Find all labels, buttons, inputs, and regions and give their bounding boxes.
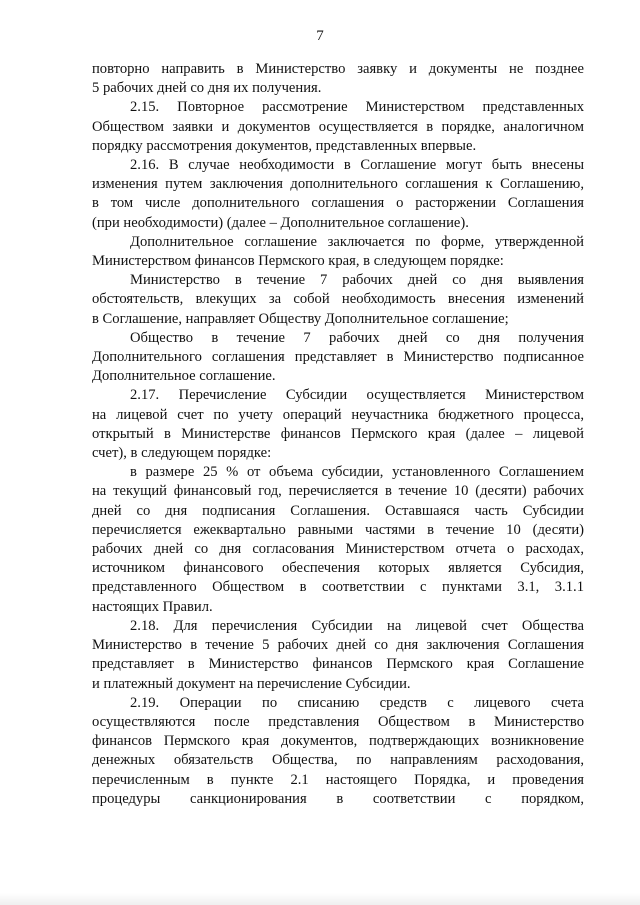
text-line: повторно направить в Министерство заявку и документы не позднее [92,61,584,77]
paragraph [92,60,584,98]
text-line: порядку рассмотрения документов, представленных впервые. [92,137,477,154]
paragraph [92,617,584,694]
text-line: (при необходимости) (далее – Дополнительное соглашение). [92,214,469,231]
text-line: на лицевой счет по учету операций неучастника бюджетного процесса, [92,406,584,423]
text-line: Обществом заявки и документов осуществляется в порядке, аналогичном [92,118,584,135]
text-line: настоящих Правил. [92,598,213,615]
paragraph [92,233,584,271]
text-line: представленного Обществом в соответствии с пунктами 3.1, 3.1.1 [92,579,584,596]
paragraph [92,156,584,233]
text-line: 2.15. Повторное рассмотрение Министерством представленных [130,99,584,116]
text-line: счет), в следующем порядке: [92,445,272,462]
document-body [92,60,584,809]
text-line: 5 рабочих дней со дня их получения. [92,80,322,97]
text-line: открытый в Министерстве финансов Пермского края (далее – лицевой [92,425,584,442]
text-line: 2.17. Перечисление Субсидии осуществляется Министерством [130,387,584,404]
text-line: Министерство в течение 7 рабочих дней со дня выявления [130,272,584,289]
paragraph [92,386,584,463]
text-line: осуществляются после представления Обществом в Министерство [92,713,584,730]
text-line: Дополнительное соглашение заключается по форме, утвержденной [130,233,584,250]
text-line: рабочих дней со дня согласования Министерством отчета о расходах, [92,541,584,558]
text-line: представляет в Министерство финансов Пермского края Соглашение [92,656,584,673]
text-line: 2.16. В случае необходимости в Соглашение могут быть внесены [130,157,584,174]
text-line: финансов Пермского края документов, подтверждающих возникновение [92,733,584,750]
paragraph [92,271,584,329]
text-line: 2.18. Для перечисления Субсидии на лицевой счет Общества [130,617,584,634]
text-line: источником финансового обеспечения которых является Субсидия, [92,560,584,577]
text-line: Дополнительное соглашение. [92,368,276,385]
page-bottom-edge [0,893,640,905]
text-line: в размере 25 % от объема субсидии, установленного Соглашением [130,464,584,481]
text-line: Министерством финансов Пермского края, в следующем порядке: [92,253,504,270]
text-line: изменения путем заключения дополнительного соглашения к Соглашению, [92,176,584,193]
text-line: и платежный документ на перечисление Субсидии. [92,675,411,692]
text-line: в том числе дополнительного соглашения о расторжении Соглашения [92,195,584,212]
paragraph [92,98,584,156]
text-line: денежных обязательств Общества, по направлениям расходования, [92,752,584,769]
page-number: 7 [316,28,324,44]
text-line: Дополнительного соглашения представляет в Министерство подписанное [92,349,584,366]
text-line: перечисляется ежеквартально равными частями в течение 10 (десяти) [92,521,584,538]
text-line: в Соглашение, направляет Обществу Дополнительное соглашение; [92,310,509,327]
text-line: дней со дня подписания Соглашения. Оставшаяся часть Субсидии [92,502,584,519]
text-line: процедуры санкционирования в соответствии с порядком, [92,790,584,807]
paragraph [92,694,584,809]
text-line: перечисленным в пункте 2.1 настоящего Порядка, и проведения [92,771,584,788]
text-line: Министерство в течение 5 рабочих дней со дня заключения Соглашения [92,637,584,654]
text-line: на текущий финансовый год, перечисляется в течение 10 (десяти) рабочих [92,483,584,500]
paragraph [92,463,584,617]
text-line: Общество в течение 7 рабочих дней со дня получения [130,329,584,346]
paragraph [92,329,584,387]
text-line: 2.19. Операции по списанию средств с лицевого счета [130,694,584,711]
text-line: обстоятельств, влекущих за собой необходимость внесения изменений [92,291,584,308]
